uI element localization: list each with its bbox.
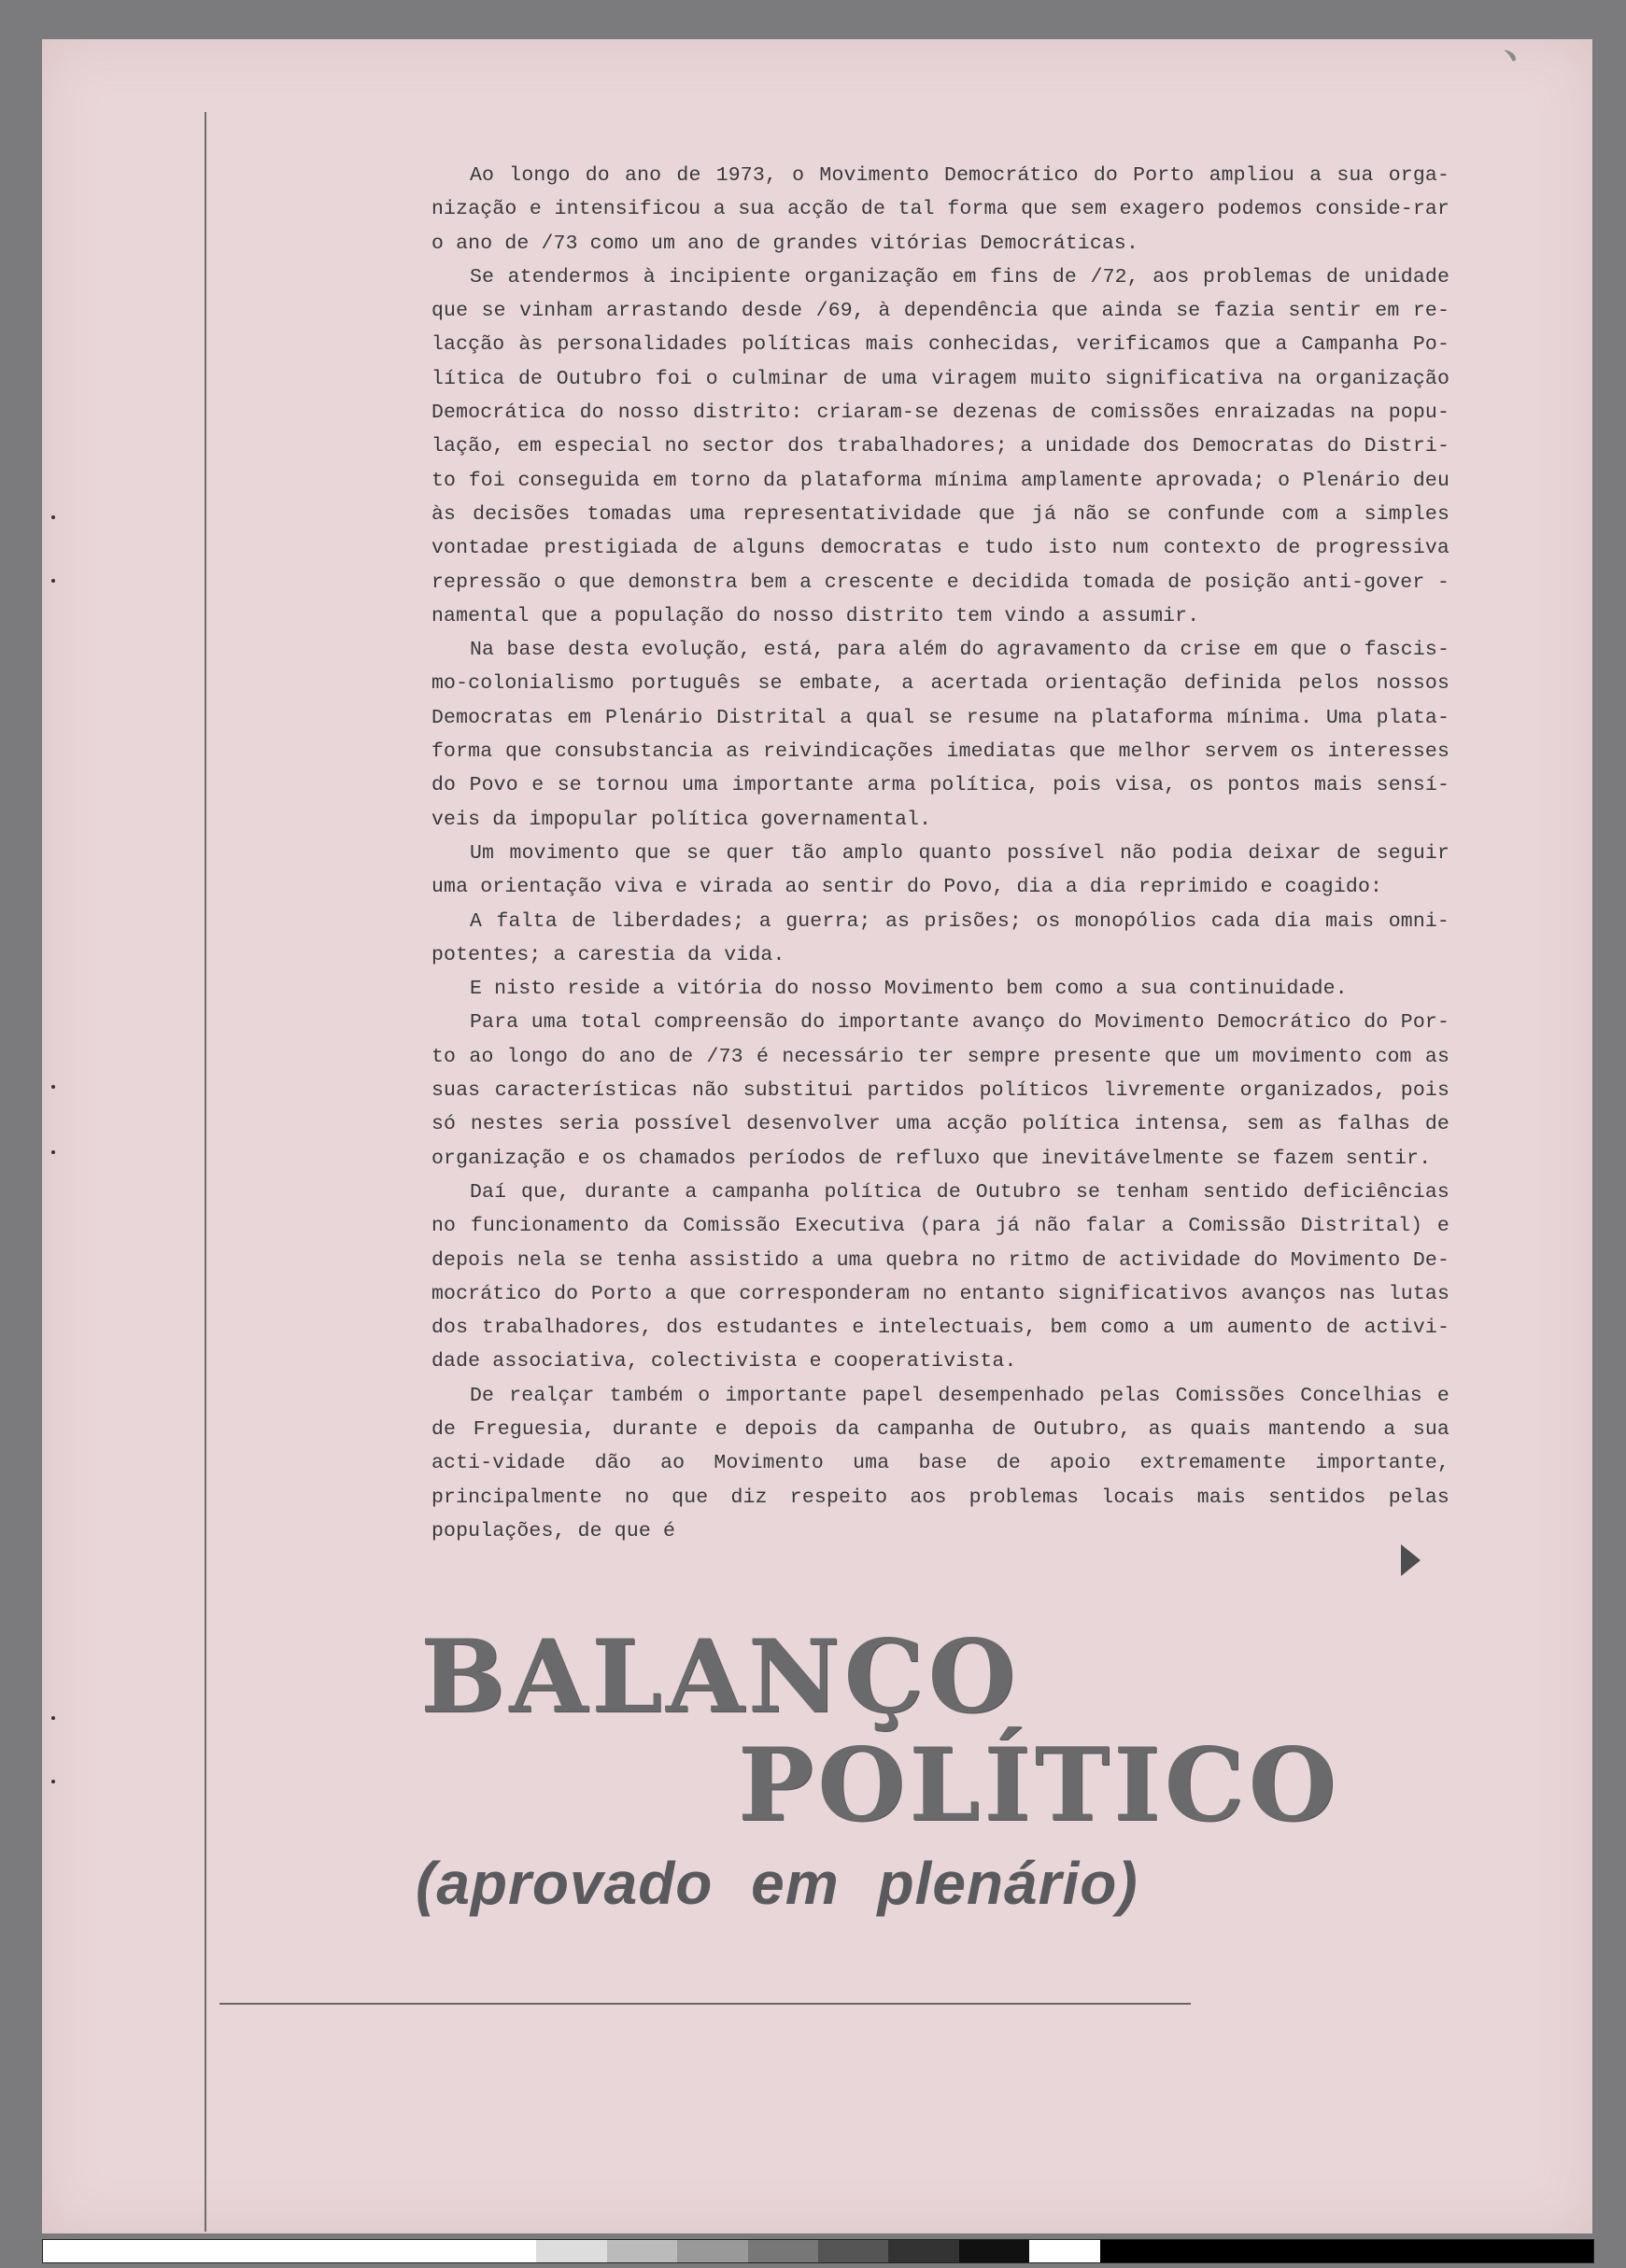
title-line-2: POLÍTICO (738, 1726, 1340, 1844)
paragraph: A falta de liberdades; a guerra; as prisões; os monopólios cada dia mais omni-potentes; a carestia da vida. (431, 909, 1449, 966)
punch-dot (51, 1150, 55, 1154)
paragraph: Ao longo do ano de 1973, o Movimento Democrático do Porto ampliou a sua orga-nização e intensificou a sua acção de tal forma que sem exagero podemos conside-rar o ano de /73 como um ano de grandes vitórias Democráticas. (431, 164, 1449, 255)
continue-arrow-icon (1401, 1544, 1421, 1576)
paragraph: De realçar também o importante papel desempenhado pelas Comissões Concelhias e de Freguesia, durante e depois da campanha de Outubro, as quais mantendo a sua acti-vidade dão ao Movimento uma base de apoio extremamente importante, principalmente no que diz respeito aos problemas locais mais sentidos pelas populações, de que é (431, 1384, 1449, 1543)
punch-dot (51, 1780, 55, 1783)
subtitle: (aprovado em plenário) (416, 1850, 1138, 1917)
paragraph: Para uma total compreensão do importante avanço do Movimento Democrático do Por-to ao longo do ano de /73 é necessário ter sempre presente que um movimento com as suas características não substitui partidos políticos livremente organizados, pois só nestes seria possível desenvolver uma acção política intensa, sem as falhas de organização e os chamados períodos de refluxo que inevitávelmente se fazem sentir. (431, 1011, 1449, 1170)
paragraph: Daí que, durante a campanha política de Outubro se tenham sentido deficiências no funcionamento da Comissão Executiva (para já não falar a Comissão Distrital) e depois nela se tenha assistido a uma quebra no ritmo de actividade do Movimento De-mocrático do Porto a que corresponderam no entanto significativos avanços nas lutas dos trabalhadores, dos estudantes e intelectuais, bem como a um aumento de activi-dade associativa, colectivista e cooperativista. (431, 1180, 1449, 1373)
color-scale-bar (42, 2239, 1594, 2263)
paragraph: E nisto reside a vitória do nosso Movimento bem como a sua continuidade. (470, 978, 1348, 1001)
title-line-1: BALANÇO (420, 1618, 1020, 1736)
left-frame-rule (205, 112, 206, 2232)
paragraph: Se atendermos à incipiente organização em fins de /72, aos problemas de unidade que se vinham arrastando desde /69, à dependência que ainda se fazia sentir em re-lacção às personalidades políticas mais conhecidas, verificamos que a Campanha Po-lítica de Outubro foi o culminar de uma viragem muito significativa na organização Democrática do nosso distrito: criaram-se dezenas de comissões enraizadas na popu-lação, em especial no sector dos trabalhadores; a unidade dos Democratas do Distri-to foi conseguida em torno da plataforma mínima amplamente aprovada; o Plenário deu às decisões tomadas uma representatividade que já não se confunde com a simples vontadae prestigiada de alguns democratas e tudo isto num contexto de progressiva repressão o que demonstra bem a crescente e decidida tomada de posição anti-gover - namental que a população do nosso distrito tem vindo a assumir. (431, 265, 1449, 627)
punch-dot (51, 1085, 55, 1089)
punch-dot (51, 1716, 55, 1720)
bottom-frame-rule (219, 2003, 1191, 2005)
paragraph: Na base desta evolução, está, para além do agravamento da crise em que o fascis-mo-colonialismo português se embate, a acertada orientação definida pelos nossos Democratas em Plenário Distrital a qual se resume na plataforma mínima. Uma plata-forma que consubstancia as reivindicações imediatas que melhor servem os interesses do Povo e se tornou uma importante arma política, pois visa, os pontos mais sensí-veis da impopular política governamental. (431, 639, 1449, 831)
punch-dot (51, 579, 55, 583)
paragraph: Um movimento que se quer tão amplo quanto possível não podia deixar de seguir uma orientação viva e virada ao sentir do Povo, dia a dia reprimido e coagido: (431, 841, 1449, 899)
punch-dot (51, 515, 55, 519)
document-body (431, 159, 1449, 1548)
margin-mark: ﹅ (1502, 47, 1519, 66)
